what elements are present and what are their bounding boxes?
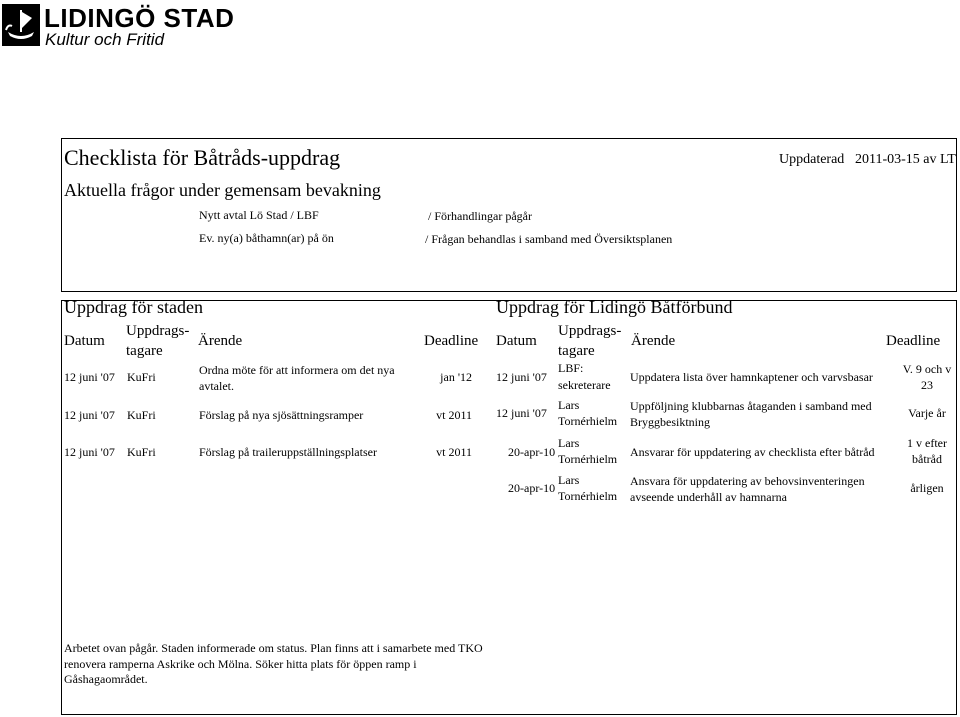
lbf-row-deadline-line1: 1 v efter bbox=[907, 436, 947, 450]
footer-note: Arbetet ovan pågår. Staden informerade om status. Plan finns att i samarbete med TKO renovera ramperna Askrike och Mölna. Söker hitta plats för öppen ramp i Gåshagaområdet. bbox=[64, 641, 483, 686]
issue-right: / Frågan behandlas i samband med Översiktsplanen bbox=[425, 232, 673, 246]
lbf-row-tagare-line1: Lars bbox=[558, 398, 580, 412]
lbf-row-tagare-line2: sekreterare bbox=[558, 378, 611, 392]
col-header-uppdrag-line2: tagare bbox=[126, 343, 163, 359]
lbf-row-arende: Ansvara för uppdatering av behovsinventeringen avseende underhåll av hamnarna bbox=[630, 474, 865, 504]
lbf-row-tagare-line2: Tornérhielm bbox=[558, 489, 618, 503]
lbf-row-arende: Ansvarar för uppdatering av checklista efter båtråd bbox=[630, 445, 875, 459]
lbf-row-deadline-line1: Varje år bbox=[908, 406, 946, 420]
col-header-deadline: Deadline bbox=[886, 333, 941, 349]
lbf-row-tagare-line1: LBF: bbox=[558, 361, 584, 375]
issue-left: Nytt avtal Lö Stad / LBF bbox=[199, 208, 319, 222]
lbf-row-tagare-line2: Tornérhielm bbox=[558, 452, 618, 466]
city-row-datum: 12 juni '07 bbox=[64, 408, 115, 422]
city-row-arende: Förslag på traileruppställningsplatser bbox=[199, 445, 377, 459]
city-row-datum: 12 juni '07 bbox=[64, 370, 115, 384]
col-header-arende: Ärende bbox=[198, 333, 243, 349]
page-title: Checklista för Båtråds-uppdrag bbox=[64, 145, 341, 170]
lbf-row-deadline-line1: V. 9 och v bbox=[902, 362, 952, 376]
logo-title: LIDINGÖ STAD bbox=[44, 3, 235, 33]
city-section-title: Uppdrag för staden bbox=[64, 297, 203, 317]
city-row-deadline: jan '12 bbox=[440, 370, 472, 384]
lbf-row-deadline-line2: båtråd bbox=[912, 452, 942, 466]
city-row-datum: 12 juni '07 bbox=[64, 445, 115, 459]
updated-value: 2011-03-15 av LT bbox=[855, 152, 956, 167]
updated-label: Uppdaterad bbox=[779, 152, 845, 167]
lidingo-stad-logo bbox=[0, 0, 235, 52]
lbf-row-datum: 20-apr-10 bbox=[508, 481, 556, 495]
lbf-row-deadline-line2: 23 bbox=[921, 378, 933, 392]
logo-subtitle: Kultur och Fritid bbox=[45, 30, 165, 49]
col-header-datum: Datum bbox=[496, 333, 537, 349]
city-row-deadline: vt 2011 bbox=[436, 408, 472, 422]
col-header-datum: Datum bbox=[64, 333, 105, 349]
lbf-row-datum: 20-apr-10 bbox=[508, 445, 556, 459]
city-row-arende: Förslag på nya sjösättningsramper bbox=[199, 408, 364, 422]
lbf-row-deadline-line1: årligen bbox=[910, 481, 944, 495]
city-row-tagare: KuFri bbox=[127, 408, 156, 422]
issue-left: Ev. ny(a) båthamn(ar) på ön bbox=[199, 231, 334, 245]
lbf-row-datum: 12 juni '07 bbox=[496, 406, 547, 420]
col-header-uppdrag-line1: Uppdrags- bbox=[126, 323, 190, 339]
city-row-tagare: KuFri bbox=[127, 370, 156, 384]
lbf-section-title: Uppdrag för Lidingö Båtförbund bbox=[496, 297, 733, 317]
lbf-row-arende: Uppdatera lista över hamnkaptener och varvsbasar bbox=[630, 370, 873, 384]
viking-ship-icon bbox=[2, 4, 40, 46]
city-row-deadline: vt 2011 bbox=[436, 445, 472, 459]
lbf-row-datum: 12 juni '07 bbox=[496, 370, 547, 384]
issue-right: / Förhandlingar pågår bbox=[428, 209, 532, 223]
col-header-uppdrag-line1: Uppdrags- bbox=[558, 323, 622, 339]
lbf-row-tagare-line1: Lars bbox=[558, 473, 580, 487]
lbf-row-tagare-line1: Lars bbox=[558, 436, 580, 450]
city-row-tagare: KuFri bbox=[127, 445, 156, 459]
issues-subtitle: Aktuella frågor under gemensam bevakning bbox=[64, 180, 381, 200]
city-row-arende: Ordna möte för att informera om det nya avtalet. bbox=[199, 363, 395, 393]
lbf-row-arende: Uppföljning klubbarnas åtaganden i samband med Bryggbesiktning bbox=[630, 399, 872, 429]
col-header-arende: Ärende bbox=[631, 333, 676, 349]
col-header-deadline: Deadline bbox=[424, 333, 479, 349]
col-header-uppdrag-line2: tagare bbox=[558, 343, 595, 359]
lbf-row-tagare-line2: Tornérhielm bbox=[558, 414, 618, 428]
